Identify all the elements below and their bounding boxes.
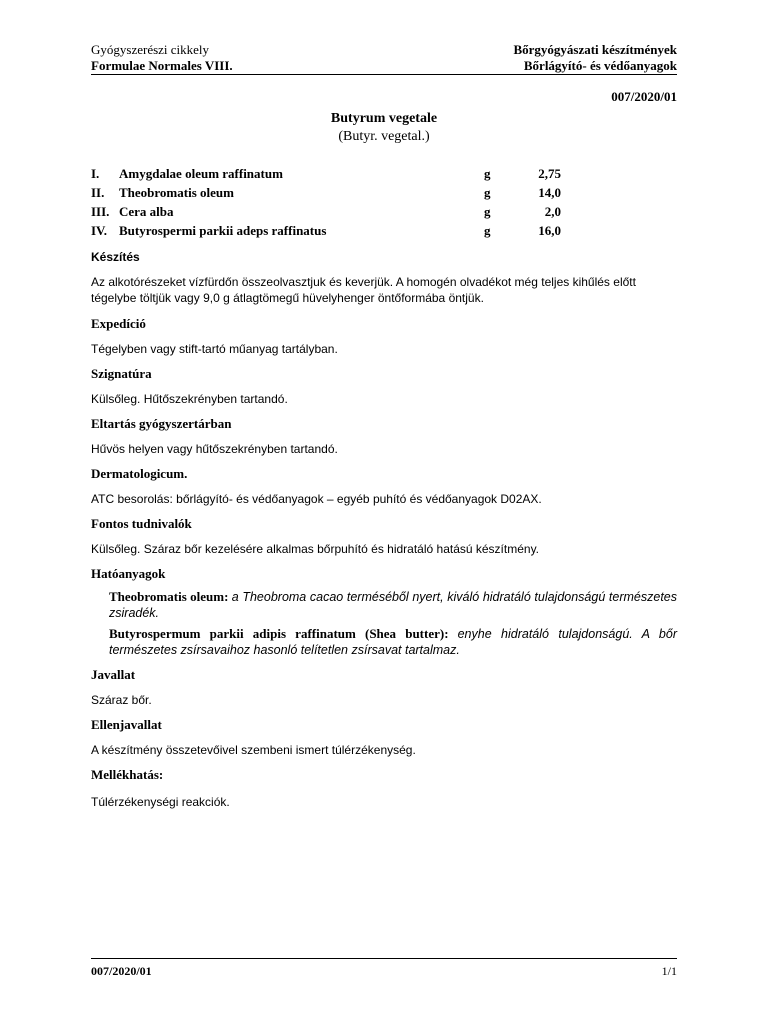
header-formulary: Formulae Normales VIII.	[91, 58, 233, 73]
section-text-preparation: Az alkotórészeket vízfürdőn összeolvasztjuk és keverjük. A homogén olvadékot még teljes kihűlés előtt tégelybe töltjük vagy 9,0 g átlagtömegű hüvelyhenger öntőformába öntjük.	[91, 275, 636, 305]
ingredient-amount: 2,75	[538, 166, 561, 181]
section-heading-indication: Javallat	[91, 667, 136, 682]
section-heading-dermatology: Dermatologicum.	[91, 466, 188, 481]
ingredient-name: Butyrospermi parkii adeps raffinatus	[119, 223, 327, 238]
section-text-side-effects: Túlérzékenységi reakciók.	[91, 795, 230, 809]
ingredient-amount: 16,0	[538, 223, 561, 238]
ingredient-name: Cera alba	[119, 204, 174, 219]
section-heading-expedition: Expedíció	[91, 316, 146, 331]
section-text-expedition: Tégelyben vagy stift-tartó műanyag tartályban.	[91, 342, 338, 356]
section-text-dermatology: ATC besorolás: bőrlágyító- és védőanyagok – egyéb puhító és védőanyagok D02AX.	[91, 492, 542, 506]
ingredient-number: I.	[91, 166, 100, 181]
ingredient-name: Theobromatis oleum	[119, 185, 234, 200]
ingredient-unit: g	[484, 185, 491, 200]
section-text-important: Külsőleg. Száraz bőr kezelésére alkalmas bőrpuhító és hidratáló hatású készítmény.	[91, 542, 540, 556]
section-heading-signature: Szignatúra	[91, 366, 152, 381]
ingredient-number: II.	[91, 185, 105, 200]
footer-document-number: 007/2020/01	[91, 964, 152, 978]
ingredient-amount: 14,0	[538, 185, 561, 200]
active-ingredient-item	[109, 626, 677, 658]
header-rule	[91, 74, 677, 75]
ingredient-amount: 2,0	[544, 204, 561, 219]
header-domain: Bőrgyógyászati készítmények	[513, 42, 677, 57]
active-ingredient-item	[109, 589, 677, 621]
section-heading-important: Fontos tudnivalók	[91, 516, 192, 531]
active-ingredient-desc: enyhe hidratáló tulajdonságú. A bőr természetes zsírsavaihoz hasonló telítetlen zsírsavat tartalmaz.	[109, 627, 677, 657]
header-category: Gyógyszerészi cikkely	[91, 42, 210, 57]
page-title: Butyrum vegetale	[330, 111, 438, 126]
ingredient-name: Amygdalae oleum raffinatum	[119, 166, 283, 181]
section-text-contraindication: A készítmény összetevőivel szembeni ismert túlérzékenység.	[91, 743, 416, 757]
footer-rule	[91, 958, 677, 959]
section-text-signature: Külsőleg. Hűtőszekrényben tartandó.	[91, 392, 288, 406]
section-heading-actives: Hatóanyagok	[91, 566, 166, 581]
section-heading-preparation: Készítés	[91, 250, 140, 264]
page-subtitle: (Butyr. vegetal.)	[338, 129, 430, 144]
section-text-indication: Száraz bőr.	[91, 693, 152, 707]
section-heading-side-effects: Mellékhatás:	[91, 767, 164, 782]
footer-page-number: 1/1	[661, 964, 677, 978]
section-heading-storage: Eltartás gyógyszertárban	[91, 416, 232, 431]
section-heading-contraindication: Ellenjavallat	[91, 717, 162, 732]
ingredient-unit: g	[484, 166, 491, 181]
ingredient-number: IV.	[91, 223, 108, 238]
document-number: 007/2020/01	[611, 89, 677, 104]
ingredient-unit: g	[484, 204, 491, 219]
ingredient-unit: g	[484, 223, 491, 238]
active-ingredient-name: Theobromatis oleum:	[109, 589, 229, 604]
header-subdomain: Bőrlágyító- és védőanyagok	[523, 58, 677, 73]
active-ingredient-desc: a Theobroma cacao terméséből nyert, kiváló hidratáló tulajdonságú természetes zsiradék.	[109, 590, 678, 620]
active-ingredient-name: Butyrospermum parkii adipis raffinatum (Shea butter):	[109, 626, 449, 641]
ingredient-number: III.	[91, 204, 110, 219]
section-text-storage: Hűvös helyen vagy hűtőszekrényben tartandó.	[91, 442, 338, 456]
